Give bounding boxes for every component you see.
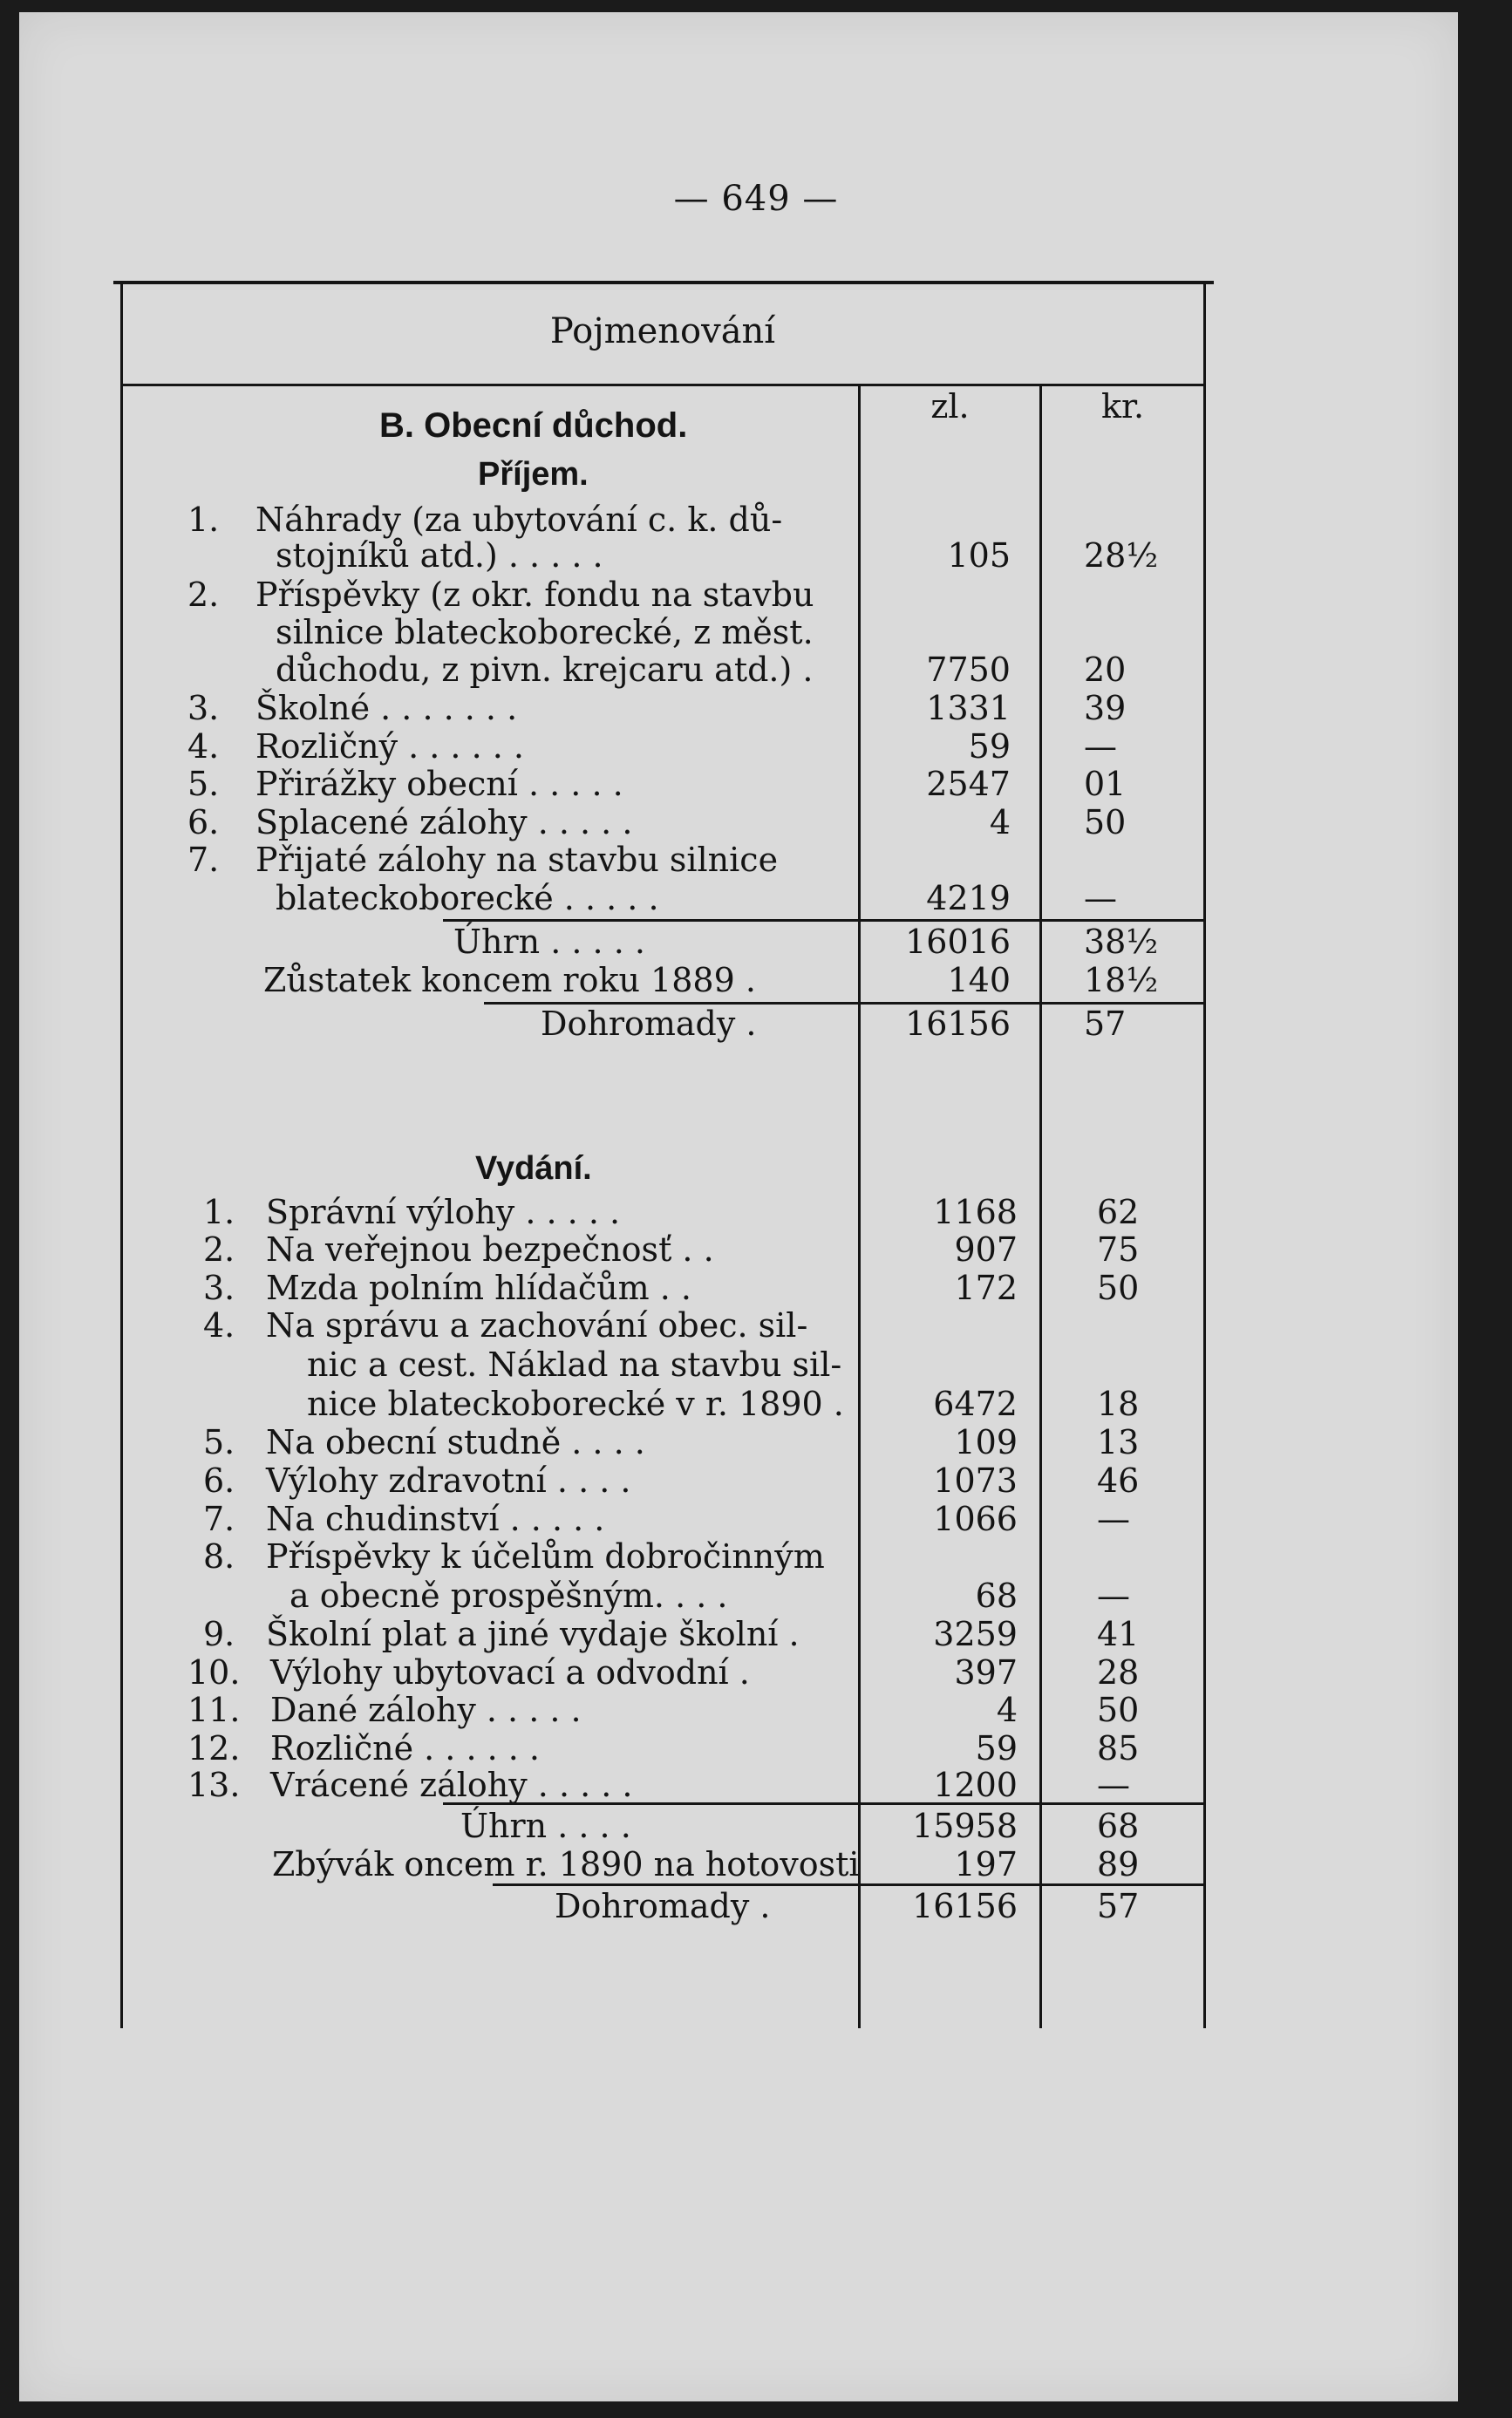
expense-grand-kr: 57 bbox=[1097, 1887, 1140, 1925]
list-item-text: Příspěvky (z okr. fondu na stavbu bbox=[255, 576, 814, 614]
amount-kr: 39 bbox=[1084, 689, 1127, 727]
amount-kr: 28½ bbox=[1084, 536, 1159, 575]
income-grand-kr: 57 bbox=[1084, 1005, 1127, 1043]
amount-kr: 50 bbox=[1097, 1269, 1140, 1307]
list-item-number: 9. bbox=[203, 1615, 235, 1653]
amount-zl: 1200 bbox=[933, 1766, 1018, 1804]
amount-kr: 50 bbox=[1084, 803, 1127, 841]
list-item-number: 3. bbox=[187, 689, 220, 727]
column-header-kr: kr. bbox=[1100, 387, 1145, 426]
list-item-text: Na správu a zachování obec. sil- bbox=[266, 1306, 808, 1345]
list-item-text: silnice blateckoborecké, z měst. bbox=[276, 613, 814, 651]
list-item-text: Vrácené zálohy . . . . . bbox=[270, 1766, 633, 1804]
list-item-number: 5. bbox=[203, 1423, 235, 1461]
list-item-number: 4. bbox=[203, 1306, 235, 1345]
list-item-text: Školné . . . . . . . bbox=[255, 689, 518, 727]
header-bottom-rule bbox=[120, 384, 1206, 386]
section-title: B. Obecní důchod. bbox=[379, 406, 688, 445]
kr-column-left-rule bbox=[1039, 386, 1042, 2028]
income-balance-zl: 140 bbox=[947, 961, 1011, 999]
amount-kr: 28 bbox=[1097, 1653, 1140, 1692]
list-item-text: Na chudinství . . . . . bbox=[266, 1500, 605, 1538]
income-grand-label: Dohromady . bbox=[541, 1005, 757, 1043]
list-item-number: 7. bbox=[187, 841, 220, 879]
expense-grand-rule bbox=[493, 1883, 1206, 1886]
income-total-label: Úhrn . . . . . bbox=[453, 923, 645, 961]
list-item-number: 6. bbox=[203, 1461, 235, 1500]
amount-kr: — bbox=[1097, 1500, 1130, 1538]
amount-zl: 2547 bbox=[926, 765, 1011, 803]
list-item-text: a obecně prospěšným. . . . bbox=[289, 1577, 728, 1615]
list-item-number: 10. bbox=[187, 1653, 241, 1692]
expense-total-kr: 68 bbox=[1097, 1807, 1140, 1845]
list-item-number: 11. bbox=[187, 1691, 241, 1729]
expense-grand-zl: 16156 bbox=[912, 1887, 1018, 1925]
amount-kr: 41 bbox=[1097, 1615, 1140, 1653]
list-item-text: Výlohy zdravotní . . . . bbox=[266, 1461, 631, 1500]
amount-zl: 4 bbox=[996, 1691, 1018, 1729]
expense-grand-label: Dohromady . bbox=[555, 1887, 771, 1925]
table-top-rule bbox=[113, 281, 1214, 284]
expense-balance-zl: 197 bbox=[954, 1845, 1018, 1883]
list-item-text: důchodu, z pivn. krejcaru atd.) . bbox=[276, 650, 814, 689]
income-total-kr: 38½ bbox=[1084, 923, 1159, 961]
amount-zl: 1066 bbox=[933, 1500, 1018, 1538]
amount-zl: 59 bbox=[975, 1729, 1018, 1768]
list-item-text: blateckoborecké . . . . . bbox=[276, 879, 659, 917]
list-item-number: 5. bbox=[187, 765, 220, 803]
list-item-text: Příspěvky k účelům dobročinným bbox=[266, 1537, 825, 1576]
amount-kr: — bbox=[1084, 879, 1117, 917]
income-grand-zl: 16156 bbox=[905, 1005, 1011, 1043]
list-item-text: Rozličné . . . . . . bbox=[270, 1729, 541, 1768]
amount-zl: 4 bbox=[989, 803, 1011, 841]
amount-kr: 01 bbox=[1084, 765, 1127, 803]
amount-zl: 1331 bbox=[926, 689, 1011, 727]
list-item-number: 4. bbox=[187, 727, 220, 766]
amount-kr: 18 bbox=[1097, 1385, 1140, 1423]
list-item-number: 2. bbox=[203, 1230, 235, 1269]
list-item-number: 8. bbox=[203, 1537, 235, 1576]
list-item-text: Splacené zálohy . . . . . bbox=[255, 803, 633, 841]
list-item-text: Mzda polním hlídačům . . bbox=[266, 1269, 691, 1307]
list-item-text: Přirážky obecní . . . . . bbox=[255, 765, 623, 803]
list-item-text: Přijaté zálohy na stavbu silnice bbox=[255, 841, 779, 879]
list-item-text: nice blateckoborecké v r. 1890 . bbox=[307, 1385, 844, 1423]
list-item-number: 7. bbox=[203, 1500, 235, 1538]
expense-total-label: Úhrn . . . . bbox=[460, 1807, 631, 1845]
list-item-text: Správní výlohy . . . . . bbox=[266, 1193, 621, 1231]
amount-zl: 4219 bbox=[926, 879, 1011, 917]
amount-kr: 50 bbox=[1097, 1691, 1140, 1729]
column-title: Pojmenování bbox=[549, 311, 776, 351]
amount-zl: 1073 bbox=[933, 1461, 1018, 1500]
list-item-number: 2. bbox=[187, 576, 220, 614]
amount-zl: 397 bbox=[954, 1653, 1018, 1692]
list-item-text: Školní plat a jiné vydaje školní . bbox=[266, 1615, 800, 1653]
income-total-zl: 16016 bbox=[905, 923, 1011, 961]
list-item-number: 13. bbox=[187, 1766, 241, 1804]
list-item-number: 12. bbox=[187, 1729, 241, 1768]
table-right-border bbox=[1203, 284, 1206, 2028]
amount-kr: — bbox=[1084, 727, 1117, 766]
amount-kr: 46 bbox=[1097, 1461, 1140, 1500]
amount-kr: 20 bbox=[1084, 650, 1127, 689]
income-balance-kr: 18½ bbox=[1084, 961, 1159, 999]
list-item-text: nic a cest. Náklad na stavbu sil- bbox=[307, 1345, 842, 1384]
amount-zl: 172 bbox=[954, 1269, 1018, 1307]
expense-balance-label: Zbývák oncem r. 1890 na hotovosti bbox=[272, 1845, 860, 1883]
amount-zl: 7750 bbox=[926, 650, 1011, 689]
amount-kr: 13 bbox=[1097, 1423, 1140, 1461]
amount-zl: 6472 bbox=[933, 1385, 1018, 1423]
list-item-number: 6. bbox=[187, 803, 220, 841]
amount-kr: — bbox=[1097, 1766, 1130, 1804]
list-item-number: 1. bbox=[187, 501, 220, 539]
expense-total-zl: 15958 bbox=[912, 1807, 1018, 1845]
expense-balance-kr: 89 bbox=[1097, 1845, 1140, 1883]
list-item-text: Rozličný . . . . . . bbox=[255, 727, 524, 766]
list-item-text: stojníků atd.) . . . . . bbox=[276, 536, 603, 575]
income-heading: Příjem. bbox=[478, 456, 589, 493]
column-header-zl: zl. bbox=[930, 387, 970, 426]
list-item-text: Na obecní studně . . . . bbox=[266, 1423, 645, 1461]
amount-zl: 68 bbox=[975, 1577, 1018, 1615]
amount-zl: 907 bbox=[954, 1230, 1018, 1269]
income-sum-rule bbox=[443, 919, 1206, 922]
amount-zl: 59 bbox=[968, 727, 1011, 766]
list-item-text: Výlohy ubytovací a odvodní . bbox=[270, 1653, 750, 1692]
page-number: — 649 — bbox=[673, 179, 839, 219]
book-page bbox=[19, 12, 1458, 2401]
table-left-border bbox=[120, 284, 123, 2028]
amount-kr: 75 bbox=[1097, 1230, 1140, 1269]
amount-zl: 105 bbox=[947, 536, 1011, 575]
income-balance-label: Zůstatek koncem roku 1889 . bbox=[263, 961, 756, 999]
list-item-text: Náhrady (za ubytování c. k. dů- bbox=[255, 501, 783, 539]
amount-zl: 3259 bbox=[933, 1615, 1018, 1653]
expenses-heading: Vydání. bbox=[475, 1150, 592, 1187]
amount-kr: — bbox=[1097, 1577, 1130, 1615]
list-item-number: 3. bbox=[203, 1269, 235, 1307]
amount-zl: 109 bbox=[954, 1423, 1018, 1461]
list-item-number: 1. bbox=[203, 1193, 235, 1231]
amount-kr: 62 bbox=[1097, 1193, 1140, 1231]
list-item-text: Dané zálohy . . . . . bbox=[270, 1691, 582, 1729]
amount-kr: 85 bbox=[1097, 1729, 1140, 1768]
amount-zl: 1168 bbox=[933, 1193, 1018, 1231]
list-item-text: Na veřejnou bezpečnosť . . bbox=[266, 1230, 714, 1269]
